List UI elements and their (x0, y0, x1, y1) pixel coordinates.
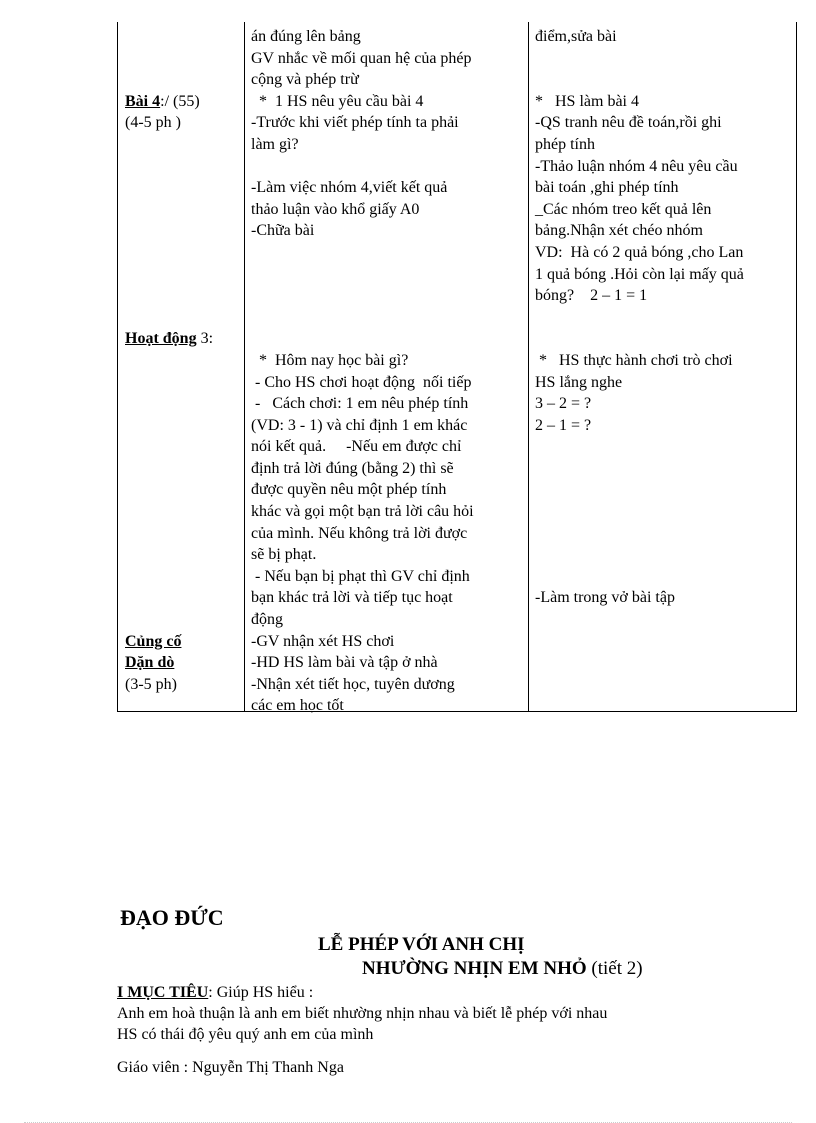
teacher-name: Giáo viên : Nguyễn Thị Thanh Nga (117, 1059, 344, 1076)
table-cell-line: -Làm trong vở bài tập (535, 589, 675, 607)
table-cell-line: cộng và phép trừ (251, 71, 359, 89)
column-divider (244, 22, 245, 711)
table-cell-line: - Cho HS chơi hoạt động nối tiếp (251, 373, 472, 391)
teacher-activity-column (251, 26, 526, 717)
student-activity-column (535, 26, 793, 609)
lesson-title-line1: LỄ PHÉP VỚI ANH CHỊ (318, 934, 525, 955)
table-cell-line: 1 quả bóng .Hỏi còn lại mấy quả (535, 265, 744, 283)
table-cell-line (535, 48, 793, 70)
column-divider (528, 22, 529, 711)
subject-title: ĐẠO ĐỨC (120, 905, 224, 930)
cung-co-time: (3-5 ph) (125, 676, 177, 693)
table-cell-line: -HD HS làm bài và tập ở nhà (251, 654, 438, 672)
table-cell-line: * HS thực hành chơi trò chơi (535, 351, 733, 369)
table-cell-line: _Các nhóm treo kết quả lên (535, 200, 712, 218)
table-cell-line (251, 285, 526, 307)
table-cell-line: - Nếu bạn bị phạt thì GV chỉ định (251, 567, 470, 585)
objective-heading: I MỤC TIÊU: Giúp HS hiểu : (117, 984, 314, 1001)
table-cell-line: án đúng lên bảng (251, 28, 361, 45)
table-cell-line (251, 264, 526, 286)
lesson-table (117, 22, 797, 715)
table-cell-line: 2 – 1 = ? (535, 416, 592, 434)
table-cell-line: -Trước khi viết phép tính ta phải (251, 114, 459, 132)
hoat-dong-3-heading: Hoạt động 3: (125, 330, 214, 348)
table-cell-line: động (251, 611, 283, 629)
table-cell-line: định trả lời đúng (bằng 2) thì sẽ (251, 459, 454, 477)
bai4-time: (4-5 ph ) (125, 114, 181, 132)
table-cell-line: bạn khác trả lời và tiếp tục hoạt (251, 589, 453, 607)
table-cell-line: * Hôm nay học bài gì? (251, 351, 409, 369)
table-cell-line: VD: Hà có 2 quả bóng ,cho Lan (535, 243, 744, 261)
table-cell-line (535, 69, 793, 91)
table-cell-line: -GV nhận xét HS chơi (251, 632, 395, 650)
table-cell-line: -Chữa bài (251, 222, 315, 240)
table-cell-line: * HS làm bài 4 (535, 92, 639, 110)
lesson-title-line2: NHƯỜNG NHỊN EM NHỎ (tiết 2) (362, 958, 643, 979)
dan-do-heading: Dặn dò (125, 654, 175, 672)
table-cell-line: * 1 HS nêu yêu cầu bài 4 (251, 92, 424, 110)
table-cell-line: thảo luận vào khổ giấy A0 (251, 200, 420, 218)
table-cell-line (251, 156, 526, 178)
cung-co-heading: Củng cố (125, 632, 182, 650)
table-cell-line: 3 – 2 = ? (535, 395, 592, 413)
table-cell-line: (VD: 3 - 1) và chỉ định 1 em khác (251, 416, 468, 434)
objective-line-2: HS có thái độ yêu quý anh em của mình (117, 1026, 374, 1043)
table-cell-line (251, 328, 526, 350)
table-cell-line (535, 307, 793, 329)
table-cell-line: - Cách chơi: 1 em nêu phép tính (251, 395, 469, 413)
table-cell-line: GV nhắc về mối quan hệ của phép (251, 49, 472, 67)
table-cell-line (535, 458, 793, 480)
table-cell-line (251, 242, 526, 264)
table-cell-line: bảng.Nhận xét chéo nhóm (535, 222, 703, 240)
table-cell-line: -Thảo luận nhóm 4 nêu yêu cầu (535, 157, 738, 175)
objective-line-1: Anh em hoà thuận là anh em biết nhường nhịn nhau và biết lễ phép với nhau (117, 1005, 608, 1022)
table-cell-line: điểm,sửa bài (535, 28, 617, 45)
table-cell-line (535, 523, 793, 545)
table-cell-line: bài toán ,ghi phép tính (535, 179, 679, 197)
table-cell-line: -Nhận xét tiết học, tuyên dương (251, 675, 455, 693)
table-cell-line (535, 436, 793, 458)
table-cell-line: của mình. Nếu không trả lời được (251, 524, 468, 542)
table-cell-line: -Làm việc nhóm 4,viết kết quả (251, 179, 448, 197)
table-cell-line (535, 328, 793, 350)
table-cell-line: bóng? 2 – 1 = 1 (535, 287, 648, 305)
table-cell-line (535, 501, 793, 523)
table-cell-line: khác và gọi một bạn trả lời câu hỏi (251, 503, 474, 521)
table-cell-line: sẽ bị phạt. (251, 546, 317, 564)
table-cell-line: nói kết quả. -Nếu em được chỉ (251, 438, 462, 456)
bai4-heading: Bài 4:/ (55) (125, 92, 200, 110)
table-cell-line: được quyền nêu một phép tính (251, 481, 447, 499)
table-cell-line: phép tính (535, 135, 595, 153)
table-cell-line (535, 544, 793, 566)
table-cell-line (251, 307, 526, 329)
table-cell-line: -QS tranh nêu đề toán,rồi ghi (535, 114, 722, 132)
table-cell-line (535, 566, 793, 588)
table-cell-line: HS lắng nghe (535, 373, 623, 391)
table-cell-line: làm gì? (251, 135, 299, 153)
table-cell-line: các em học tốt (251, 697, 344, 715)
table-cell-line (535, 479, 793, 501)
